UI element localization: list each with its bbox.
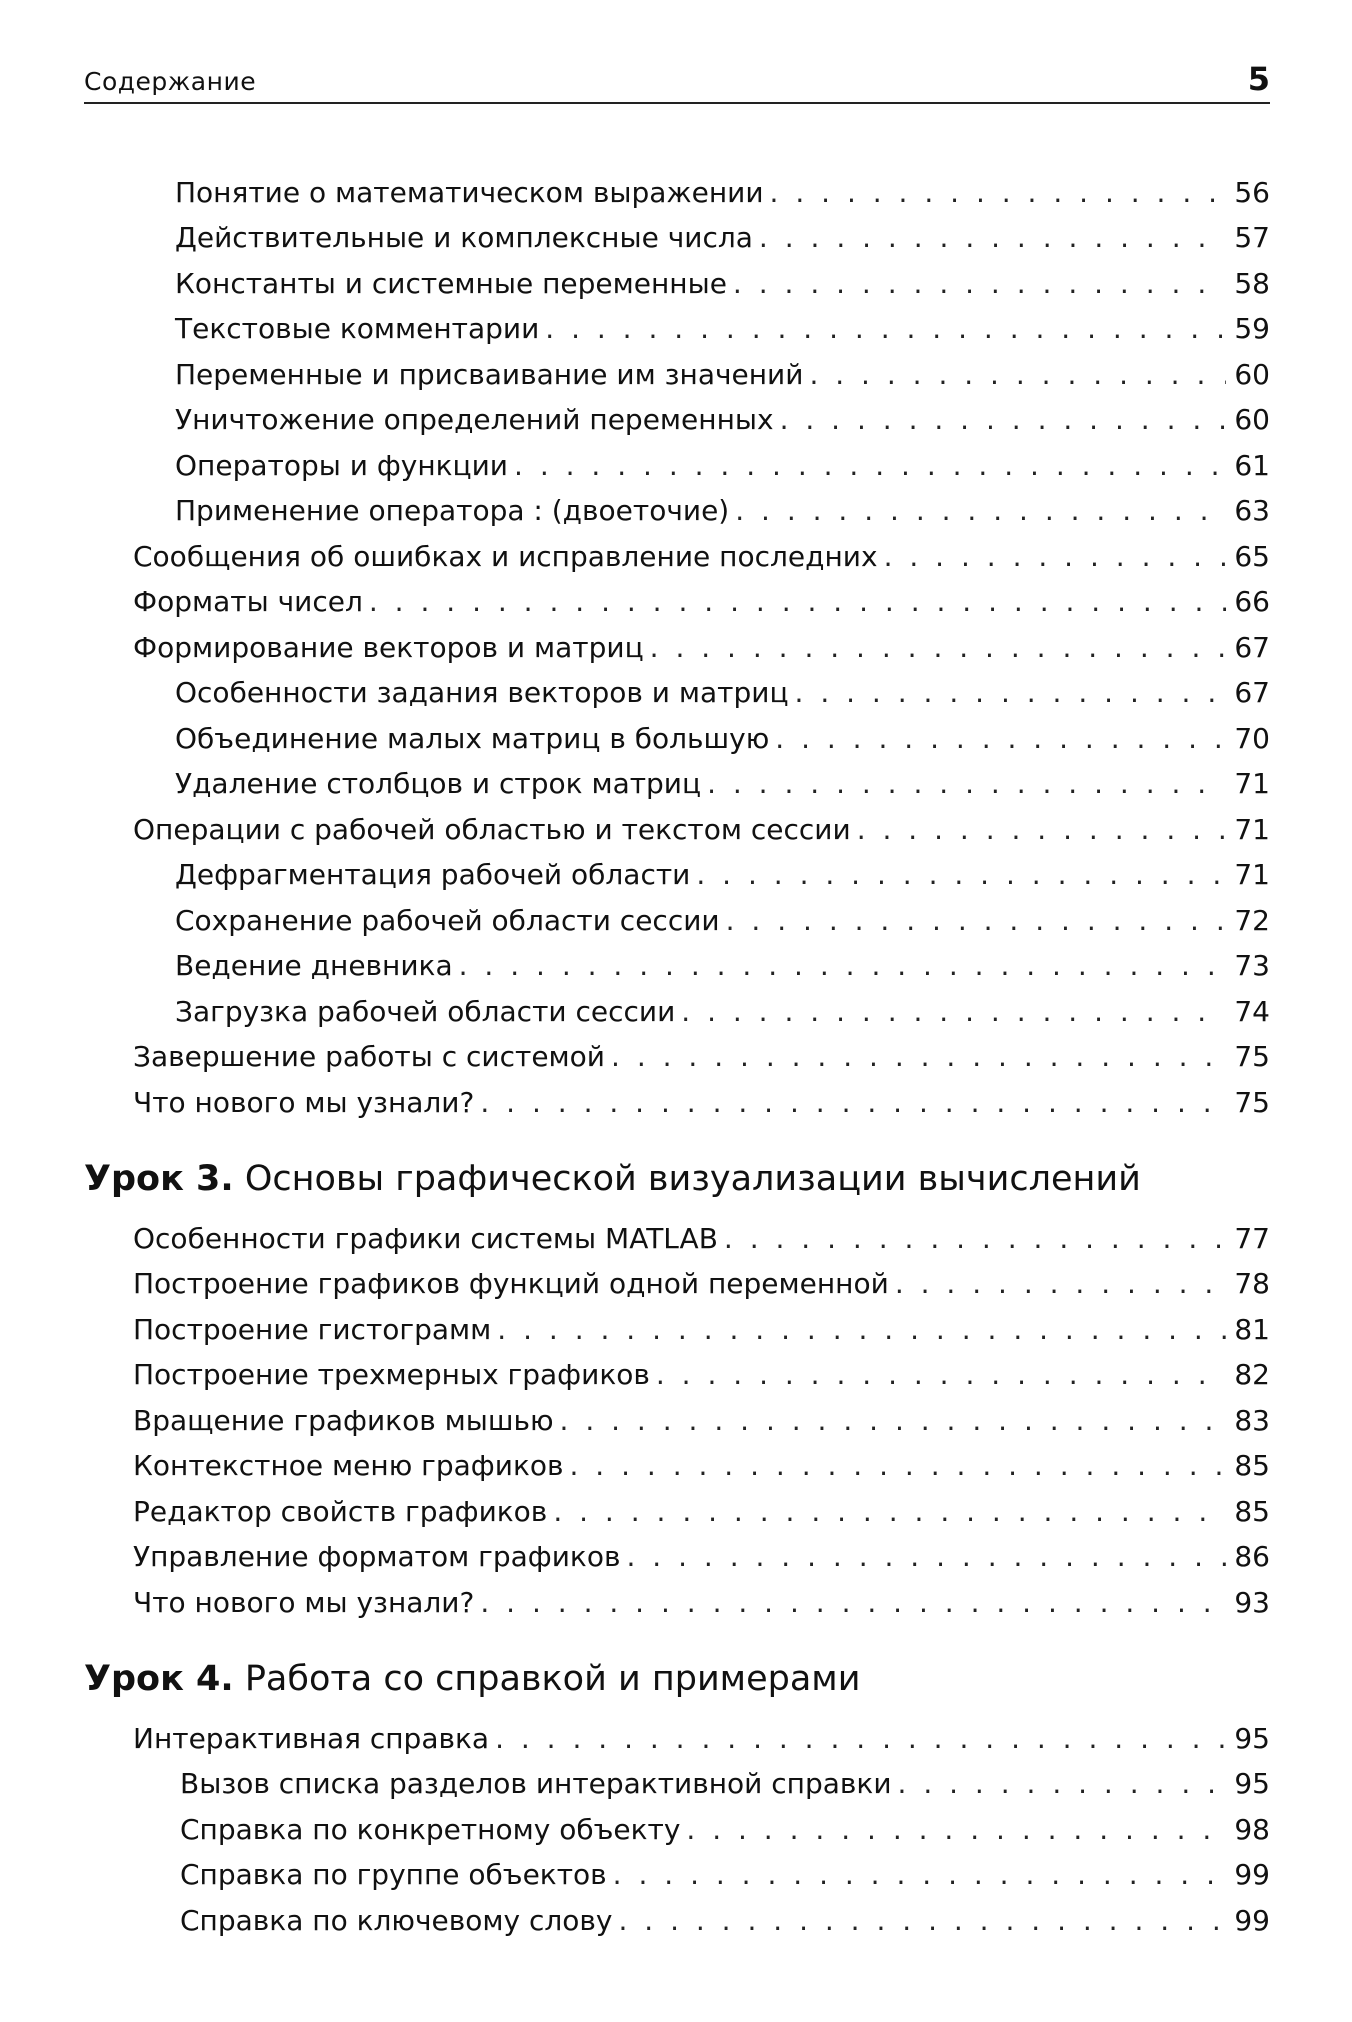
lesson-number: Урок 4. xyxy=(84,1659,234,1699)
toc-entry[interactable] xyxy=(180,1853,1270,1897)
toc-entry[interactable] xyxy=(133,1308,1270,1352)
dot-leader xyxy=(553,1490,1226,1534)
toc-entry[interactable] xyxy=(175,307,1270,351)
dot-leader xyxy=(696,853,1226,897)
toc-entry-label: Интерактивная справка xyxy=(133,1722,490,1755)
toc-entry-page: 71 xyxy=(1234,858,1270,891)
toc-entry-label: Константы и системные переменные xyxy=(175,267,727,300)
toc-entry-page: 75 xyxy=(1234,1086,1270,1119)
toc-entry[interactable] xyxy=(175,444,1270,488)
toc-entry-page: 93 xyxy=(1234,1586,1270,1619)
toc-entry-page: 71 xyxy=(1234,767,1270,800)
toc-entry[interactable] xyxy=(180,1899,1270,1943)
dot-leader xyxy=(707,762,1226,806)
toc-entry[interactable] xyxy=(133,1581,1270,1625)
dot-leader xyxy=(795,671,1226,715)
toc-entry-label: Дефрагментация рабочей области xyxy=(175,858,691,891)
toc-entry-label: Редактор свойств графиков xyxy=(133,1495,548,1528)
toc-entry-page: 78 xyxy=(1234,1267,1270,1300)
toc-entry[interactable] xyxy=(133,580,1270,624)
toc-entry[interactable] xyxy=(175,671,1270,715)
toc-entry[interactable] xyxy=(133,1444,1270,1488)
toc-entry-label: Справка по конкретному объекту xyxy=(180,1813,681,1846)
running-title: Содержание xyxy=(84,67,257,96)
dot-leader xyxy=(780,398,1226,442)
dot-leader xyxy=(857,808,1226,852)
toc-entry-page: 99 xyxy=(1234,1904,1270,1937)
toc-entry-label: Что нового мы узнали? xyxy=(133,1086,475,1119)
toc-entry-page: 77 xyxy=(1234,1222,1270,1255)
toc-entry[interactable] xyxy=(133,535,1270,579)
toc-entry[interactable] xyxy=(180,1808,1270,1852)
toc-entry-page: 65 xyxy=(1234,540,1270,573)
toc-entry[interactable] xyxy=(133,1717,1270,1761)
toc-entry-page: 81 xyxy=(1234,1313,1270,1346)
dot-leader xyxy=(480,1081,1226,1125)
dot-leader xyxy=(770,171,1226,215)
toc-entry[interactable] xyxy=(133,1399,1270,1443)
toc-entry-page: 58 xyxy=(1234,267,1270,300)
toc-entry-label: Форматы чисел xyxy=(133,585,363,618)
toc-entry-page: 71 xyxy=(1234,813,1270,846)
lesson-4-heading[interactable] xyxy=(84,1654,860,1704)
toc-entry-page: 70 xyxy=(1234,722,1270,755)
toc-entry-label: Особенности графики системы MATLAB xyxy=(133,1222,718,1255)
toc-entry[interactable] xyxy=(175,216,1270,260)
toc-entry-label: Текстовые комментарии xyxy=(175,312,540,345)
dot-leader xyxy=(459,944,1226,988)
dot-leader xyxy=(560,1399,1226,1443)
toc-entry-page: 75 xyxy=(1234,1040,1270,1073)
dot-leader xyxy=(626,1535,1226,1579)
dot-leader xyxy=(898,1762,1226,1806)
toc-entry-label: Объединение малых матриц в большую xyxy=(175,722,770,755)
dot-leader xyxy=(733,262,1226,306)
dot-leader xyxy=(611,1035,1226,1079)
toc-entry-label: Формирование векторов и матриц xyxy=(133,631,644,664)
lesson-title: Основы графической визуализации вычислений xyxy=(244,1159,1141,1199)
toc-entry-label: Ведение дневника xyxy=(175,949,453,982)
toc-entry-label: Переменные и присваивание им значений xyxy=(175,358,804,391)
toc-entry-label: Построение трехмерных графиков xyxy=(133,1358,650,1391)
toc-entry-label: Особенности задания векторов и матриц xyxy=(175,676,789,709)
toc-entry-label: Понятие о математическом выражении xyxy=(175,176,764,209)
toc-entry-page: 63 xyxy=(1234,494,1270,527)
lesson-number: Урок 3. xyxy=(84,1159,234,1199)
toc-entry-label: Управление форматом графиков xyxy=(133,1540,621,1573)
toc-entry-label: Контекстное меню графиков xyxy=(133,1449,564,1482)
toc-entry[interactable] xyxy=(175,762,1270,806)
toc-entry-label: Загрузка рабочей области сессии xyxy=(175,995,676,1028)
dot-leader xyxy=(495,1717,1226,1761)
page-header xyxy=(84,58,1270,104)
dot-leader xyxy=(618,1899,1226,1943)
toc-entry-label: Применение оператора : (двоеточие) xyxy=(175,494,730,527)
toc-entry-label: Завершение работы с системой xyxy=(133,1040,606,1073)
dot-leader xyxy=(545,307,1226,351)
toc-entry-label: Вращение графиков мышью xyxy=(133,1404,554,1437)
toc-entry[interactable] xyxy=(175,171,1270,215)
toc-entry[interactable] xyxy=(175,990,1270,1034)
toc-entry-label: Операторы и функции xyxy=(175,449,509,482)
toc-entry-page: 57 xyxy=(1234,221,1270,254)
dot-leader xyxy=(480,1581,1226,1625)
toc-entry-label: Удаление столбцов и строк матриц xyxy=(175,767,702,800)
dot-leader xyxy=(726,899,1226,943)
toc-entry-label: Уничтожение определений переменных xyxy=(175,403,774,436)
toc-entry[interactable] xyxy=(180,1762,1270,1806)
toc-entry[interactable] xyxy=(175,398,1270,442)
toc-entry-label: Вызов списка разделов интерактивной справки xyxy=(180,1767,892,1800)
dot-leader xyxy=(656,1353,1226,1397)
dot-leader xyxy=(497,1308,1226,1352)
toc-entry-page: 66 xyxy=(1234,585,1270,618)
toc-entry-page: 67 xyxy=(1234,631,1270,664)
lesson-3-heading[interactable] xyxy=(84,1154,1141,1204)
dot-leader xyxy=(895,1262,1226,1306)
toc-entry-page: 61 xyxy=(1234,449,1270,482)
dot-leader xyxy=(735,489,1226,533)
toc-entry[interactable] xyxy=(133,1217,1270,1261)
toc-entry-label: Построение гистограмм xyxy=(133,1313,492,1346)
toc-entry[interactable] xyxy=(175,899,1270,943)
toc-entry-label: Операции с рабочей областью и текстом сессии xyxy=(133,813,851,846)
toc-entry-page: 95 xyxy=(1234,1767,1270,1800)
toc-entry[interactable] xyxy=(133,1262,1270,1306)
toc-entry-page: 56 xyxy=(1234,176,1270,209)
toc-entry-page: 60 xyxy=(1234,358,1270,391)
toc-entry[interactable] xyxy=(133,1353,1270,1397)
toc-entry-page: 59 xyxy=(1234,312,1270,345)
dot-leader xyxy=(650,626,1226,670)
dot-leader xyxy=(613,1853,1226,1897)
dot-leader xyxy=(681,990,1226,1034)
toc-entry[interactable] xyxy=(133,1081,1270,1125)
dot-leader xyxy=(809,353,1226,397)
toc-entry[interactable] xyxy=(175,353,1270,397)
dot-leader xyxy=(369,580,1226,624)
dot-leader xyxy=(514,444,1226,488)
toc-entry-page: 85 xyxy=(1234,1449,1270,1482)
toc-entry-label: Справка по ключевому слову xyxy=(180,1904,613,1937)
toc-entry-page: 83 xyxy=(1234,1404,1270,1437)
toc-entry-label: Сохранение рабочей области сессии xyxy=(175,904,720,937)
toc-entry-page: 67 xyxy=(1234,676,1270,709)
toc-entry-page: 99 xyxy=(1234,1858,1270,1891)
dot-leader xyxy=(570,1444,1227,1488)
toc-entry[interactable] xyxy=(175,489,1270,533)
toc-entry-page: 60 xyxy=(1234,403,1270,436)
toc-entry-label: Что нового мы узнали? xyxy=(133,1586,475,1619)
toc-entry-page: 98 xyxy=(1234,1813,1270,1846)
dot-leader xyxy=(759,216,1226,260)
toc-entry-page: 74 xyxy=(1234,995,1270,1028)
toc-entry-label: Построение графиков функций одной переменной xyxy=(133,1267,889,1300)
toc-entry-page: 82 xyxy=(1234,1358,1270,1391)
toc-entry[interactable] xyxy=(175,944,1270,988)
toc-entry-page: 95 xyxy=(1234,1722,1270,1755)
toc-entry-page: 85 xyxy=(1234,1495,1270,1528)
page-number: 5 xyxy=(1247,60,1270,98)
toc-entry-page: 86 xyxy=(1234,1540,1270,1573)
dot-leader xyxy=(775,717,1226,761)
dot-leader xyxy=(884,535,1226,579)
dot-leader xyxy=(724,1217,1226,1261)
toc-entry[interactable] xyxy=(175,717,1270,761)
toc-entry[interactable] xyxy=(133,808,1270,852)
toc-entry-label: Справка по группе объектов xyxy=(180,1858,607,1891)
toc-entry[interactable] xyxy=(175,853,1270,897)
lesson-title: Работа со справкой и примерами xyxy=(244,1659,861,1699)
toc-entry[interactable] xyxy=(175,262,1270,306)
toc-entry-label: Действительные и комплексные числа xyxy=(175,221,753,254)
toc-entry[interactable] xyxy=(133,626,1270,670)
toc-entry[interactable] xyxy=(133,1035,1270,1079)
dot-leader xyxy=(686,1808,1226,1852)
toc-entry[interactable] xyxy=(133,1535,1270,1579)
toc-entry-page: 72 xyxy=(1234,904,1270,937)
toc-entry-page: 73 xyxy=(1234,949,1270,982)
toc-entry-label: Сообщения об ошибках и исправление последних xyxy=(133,540,878,573)
toc-entry[interactable] xyxy=(133,1490,1270,1534)
